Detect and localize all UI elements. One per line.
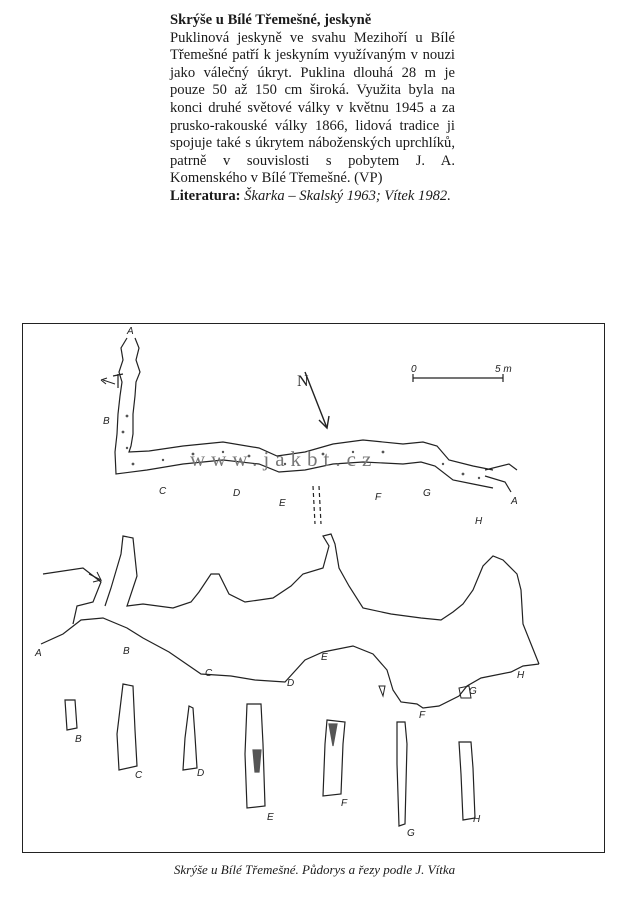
literature-label: Literatura:: [170, 187, 241, 204]
section-label-e: E: [267, 812, 274, 823]
plan-label-h: H: [475, 516, 483, 527]
section-label-b: B: [75, 734, 82, 745]
plan-label-b: B: [103, 416, 110, 427]
entry-title: Skrýše u Bílé Třemešné, jeskyně: [170, 12, 372, 28]
plan-label-a-end: A: [511, 496, 518, 507]
profile-label-a: A: [35, 648, 42, 659]
figure-caption: Skrýše u Bílé Třemešné. Půdorys a řezy podle J. Vítka: [173, 862, 456, 877]
plan-label-d: D: [233, 488, 241, 499]
plan-label-e: E: [279, 498, 286, 509]
scale-start-label: 0: [411, 364, 417, 375]
watermark-text: www.jakbt.cz: [190, 447, 378, 471]
section-label-d: D: [197, 768, 205, 779]
entry-literature: [170, 188, 455, 206]
section-label-h: H: [473, 814, 481, 825]
cross-sections: [65, 684, 475, 826]
plan-label-a: A: [127, 326, 134, 337]
section-label-g: G: [407, 828, 415, 839]
plan-label-g: G: [423, 488, 431, 499]
entry-body: Puklinová jeskyně ve svahu Mezihoří u Bílé Třemešné patří k jeskyním využívaným v nouzi jako válečný úkryt. Puklina dlouhá 28 m je pouze 50 až 150 cm široká. Využita byla na konci druhé světové války v květnu 1945 a za prusko-rakouské války 1866, lidová tradice ji spojuje také s úkrytem náboženských uprchlíků, patrně v souvislosti s pobytem J. A. Komenského v Bílé Třemešné. (VP): [170, 29, 455, 187]
profile-label-d: D: [287, 678, 295, 689]
plan-label-c: C: [159, 486, 167, 497]
north-label: N: [297, 373, 309, 390]
section-label-f: F: [341, 798, 348, 809]
section-label-c: C: [135, 770, 143, 781]
profile-label-b: B: [123, 646, 130, 657]
profile-label-f: F: [419, 710, 426, 721]
profile-label-h: H: [517, 670, 525, 681]
cave-map-figure: [22, 323, 605, 853]
plan-label-f: F: [375, 492, 382, 503]
profile-label-e: E: [321, 652, 328, 663]
profile-label-g: G: [469, 686, 477, 697]
scale-end-label: 5 m: [495, 364, 512, 375]
cave-entry: [170, 12, 455, 206]
literature-text: Škarka – Skalský 1963; Vítek 1982.: [244, 187, 451, 204]
profile-label-c: C: [205, 668, 213, 679]
